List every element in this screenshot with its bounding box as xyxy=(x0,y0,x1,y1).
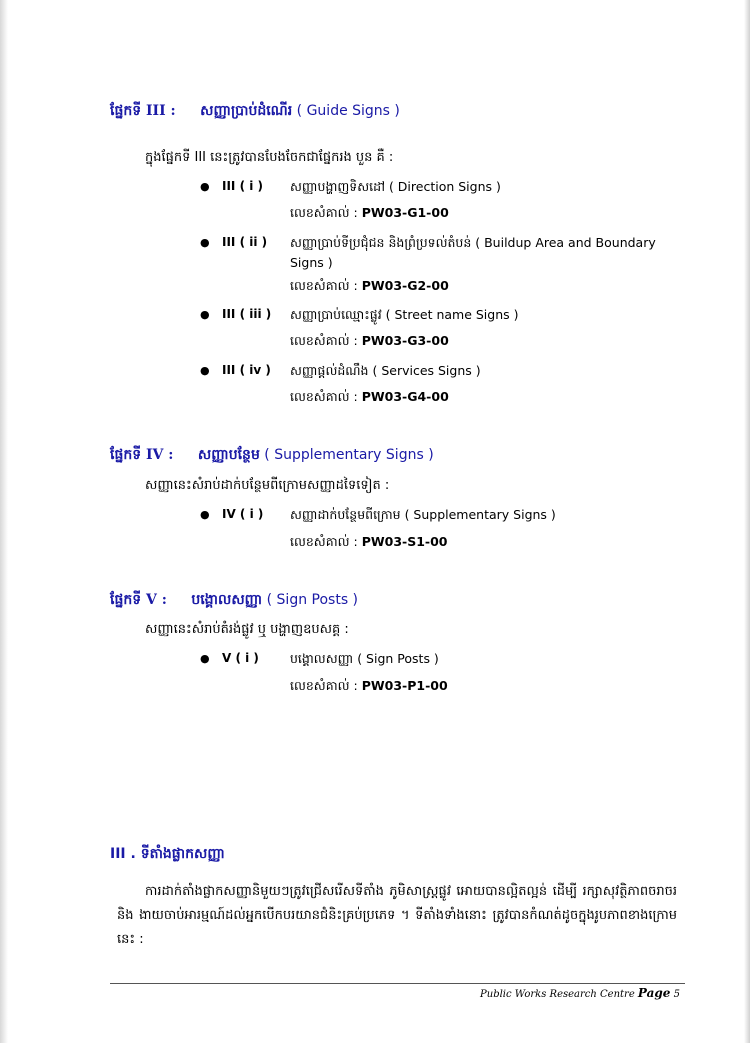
page-edge-shadow-right xyxy=(744,0,750,1043)
item-label: III ( i ) xyxy=(222,179,264,193)
list-item xyxy=(200,361,670,404)
part3-intro: ក្នុងផ្នែកទី III នេះត្រូវបានបែងចែកជាផ្នែករង បួន គឺ : xyxy=(145,150,394,165)
page-edge-shadow-left xyxy=(0,0,8,1043)
item-label: V ( i ) xyxy=(222,651,259,665)
part4-intro: សញ្ញានេះសំរាប់ដាក់បន្ថែមពីក្រោមសញ្ញាដទៃទៀត : xyxy=(145,478,390,493)
item-name: បង្គោលសញ្ញា ( Sign Posts ) xyxy=(290,651,439,666)
part4-number: ផ្នែកទី IV : xyxy=(110,447,174,463)
part4-title: សញ្ញាបន្ថែម xyxy=(197,447,260,463)
bullet: ● xyxy=(200,652,210,665)
section3-heading: III . ទីតាំងផ្លាកសញ្ញា xyxy=(110,846,225,862)
code-value: PW03-G4-00 xyxy=(361,389,449,404)
item-code xyxy=(290,332,449,350)
list-item xyxy=(200,649,670,693)
page-footer xyxy=(480,986,680,1000)
item-name: សញ្ញាប្រាប់ឈ្មោះផ្លូវ ( Street name Signs ) xyxy=(290,307,519,322)
code-value: PW03-G1-00 xyxy=(361,205,449,220)
code-prefix: លេខសំគាល់ : xyxy=(290,333,358,348)
list-item xyxy=(200,233,670,293)
code-prefix: លេខសំគាល់ : xyxy=(290,678,358,693)
code-prefix: លេខសំគាល់ : xyxy=(290,389,358,404)
list-item xyxy=(200,177,670,220)
footer-divider xyxy=(110,983,685,984)
bullet: ● xyxy=(200,236,210,249)
item-code xyxy=(290,677,448,695)
footer-page-number: 5 xyxy=(673,989,680,1000)
part3-title: សញ្ញាប្រាប់ដំណើរ xyxy=(200,103,293,119)
footer-org: Public Works Research Centre xyxy=(480,989,635,1000)
part5-title: បង្គោលសញ្ញា xyxy=(191,592,263,608)
list-item xyxy=(200,305,670,348)
part4-title-en: ( Supplementary Signs ) xyxy=(264,447,434,463)
part4-heading xyxy=(110,445,434,465)
code-value: PW03-S1-00 xyxy=(361,534,448,549)
part3-number: ផ្នែកទី III : xyxy=(110,103,176,119)
part3-title-en: ( Guide Signs ) xyxy=(296,103,400,119)
item-code xyxy=(290,388,449,406)
part5-intro: សញ្ញានេះសំរាប់តំរង់ផ្លូវ ឬ បង្ហាញឧបសគ្គ : xyxy=(145,622,349,637)
bullet: ● xyxy=(200,364,210,377)
item-code xyxy=(290,533,448,551)
code-prefix: លេខសំគាល់ : xyxy=(290,205,358,220)
code-prefix: លេខសំគាល់ : xyxy=(290,534,358,549)
part5-number: ផ្នែកទី V : xyxy=(110,592,167,608)
bullet: ● xyxy=(200,180,210,193)
item-label: IV ( i ) xyxy=(222,507,264,521)
item-code xyxy=(290,277,449,295)
part3-heading xyxy=(110,101,400,121)
bullet: ● xyxy=(200,508,210,521)
code-value: PW03-P1-00 xyxy=(361,678,448,693)
item-label: III ( iv ) xyxy=(222,363,271,377)
section3-body: ការដាក់តាំងផ្លាកសញ្ញានិមួយៗត្រូវជ្រើសរើសទីតាំង ភូមិសាស្ត្រផ្លូវ អោយបានល្អិតល្អន់ ដើម្បី រក្សាសុវត្ថិភាពចរាចរ និង ងាយចាប់អារម្មណ៍ដល់អ្នកបើកបរយានជំនិះគ្រប់ប្រភេទ ។ ទីតាំងទាំងនោះ ត្រូវបានកំណត់ដូចក្នុងរូបភាពខាងក្រោម នេះ : xyxy=(117,884,677,947)
item-name: សញ្ញាប្រាប់ទីប្រជុំជន និងព្រំប្រទល់តំបន់ ( Buildup Area and Boundary Signs ) xyxy=(290,235,656,270)
item-name: សញ្ញាដាក់បន្ថែមពីក្រោម ( Supplementary Signs ) xyxy=(290,507,556,522)
item-label: III ( iii ) xyxy=(222,307,272,321)
code-value: PW03-G2-00 xyxy=(361,278,449,293)
part5-title-en: ( Sign Posts ) xyxy=(266,592,359,608)
footer-page-label: Page xyxy=(637,986,671,1000)
item-code xyxy=(290,204,449,222)
item-label: III ( ii ) xyxy=(222,235,268,249)
code-value: PW03-G3-00 xyxy=(361,333,449,348)
list-item xyxy=(200,505,670,549)
item-name: សញ្ញាបង្ហាញទិសដៅ ( Direction Signs ) xyxy=(290,179,501,194)
bullet: ● xyxy=(200,308,210,321)
code-prefix: លេខសំគាល់ : xyxy=(290,278,358,293)
item-name: សញ្ញាផ្តល់ដំណឹង ( Services Signs ) xyxy=(290,363,481,378)
part5-heading xyxy=(110,590,358,610)
